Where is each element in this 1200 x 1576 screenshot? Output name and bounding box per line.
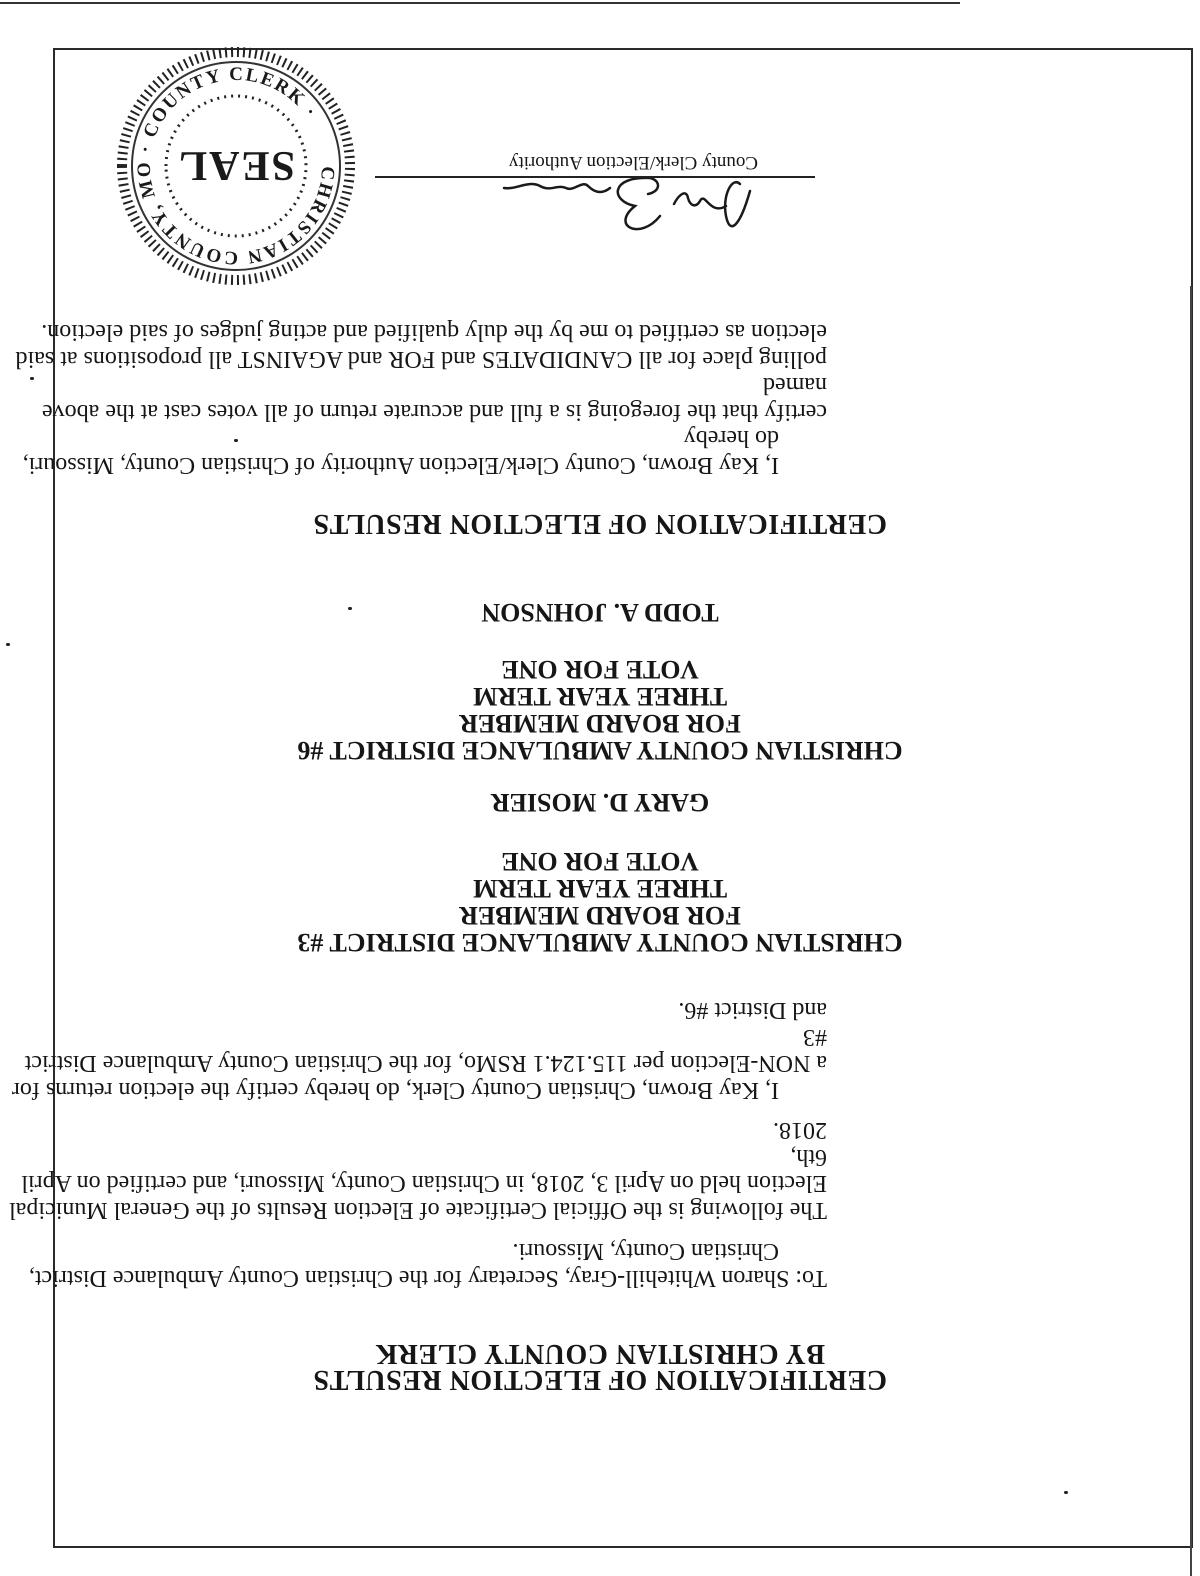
scan-edge-line-side [1190,286,1192,1576]
intro-line-3: 2018. [773,1117,827,1144]
race-office: FOR BOARD MEMBER [459,901,741,930]
addressee [7,1238,827,1291]
addressee-line-1: To: Sharon Whitehill-Gray, Secretary for the Christian County Ambulance District, [28,1265,827,1291]
certify-line-2: a NON-Election per 115.124.1 RSMo, for the Christian County Ambulance District #3 [24,1024,827,1077]
race-district-name: CHRISTIAN COUNTY AMBULANCE DISTRICT #6 [297,736,903,765]
signature-caption: County Clerk/Election Authority [508,152,758,173]
signature-line [375,176,815,178]
certification-heading: CERTIFICATION OF ELECTION RESULTS [313,508,887,539]
race-candidate: TODD A. JOHNSON [481,598,719,627]
race-term: THREE YEAR TERM [472,874,728,903]
certify-line-1: I, Kay Brown, Christian County Clerk, do hereby certify the election returns for [11,1077,779,1103]
certification-line-3: polling place for all CANDIDATES and FOR and AGAINST all propositions at said [15,346,827,372]
certification-line-1: I, Kay Brown, County Clerk/Election Authority of Christian County, Missouri, do hereby [22,425,779,478]
seal-center-text: SEAL [177,142,295,188]
intro-line-2: Election held on April 3, 2018, in Christian County, Missouri, and certified on April 6th, [21,1144,827,1197]
scan-speck [30,377,34,380]
title-line-1: CERTIFICATION OF ELECTION RESULTS [313,1364,887,1395]
intro-paragraph [7,1117,827,1223]
certification-line-4: election as certified to me by the duly qualified and acting judges of said election. [41,319,827,346]
title-line-2: BY CHRISTIAN COUNTY CLERK [375,1338,825,1369]
race-term: THREE YEAR TERM [472,682,728,711]
addressee-line-2: Christian County, Missouri. [512,1238,779,1265]
race-vote-instruction: VOTE FOR ONE [501,655,699,684]
certification-line-2: certify that the foregoing is a full and accurate return of all votes cast at the above named [41,372,827,425]
race-vote-instruction: VOTE FOR ONE [501,847,699,876]
race-candidate: GARY D. MOSIER [490,788,710,817]
race-district-name: CHRISTIAN COUNTY AMBULANCE DISTRICT #3 [297,928,903,957]
scan-speck [234,439,238,442]
handwritten-signature [460,166,760,246]
scan-edge-line [0,2,960,4]
document-title [100,1338,1100,1395]
scan-speck [1064,1491,1068,1494]
race-district-6 [100,656,1100,764]
scan-speck [348,607,352,610]
certification-paragraph [7,319,827,478]
certify-paragraph [7,997,827,1103]
race-district-3 [100,848,1100,956]
seal-ring-text: CHRISTIAN COUNTY, MO · COUNTY CLERK · [133,63,339,269]
intro-line-1: The following is the Official Certificate of Election Results of the General Municipal [9,1197,827,1223]
county-seal [116,46,356,286]
race-office: FOR BOARD MEMBER [459,709,741,738]
certify-line-3: and District #6. [678,997,827,1024]
scan-speck [6,643,10,646]
